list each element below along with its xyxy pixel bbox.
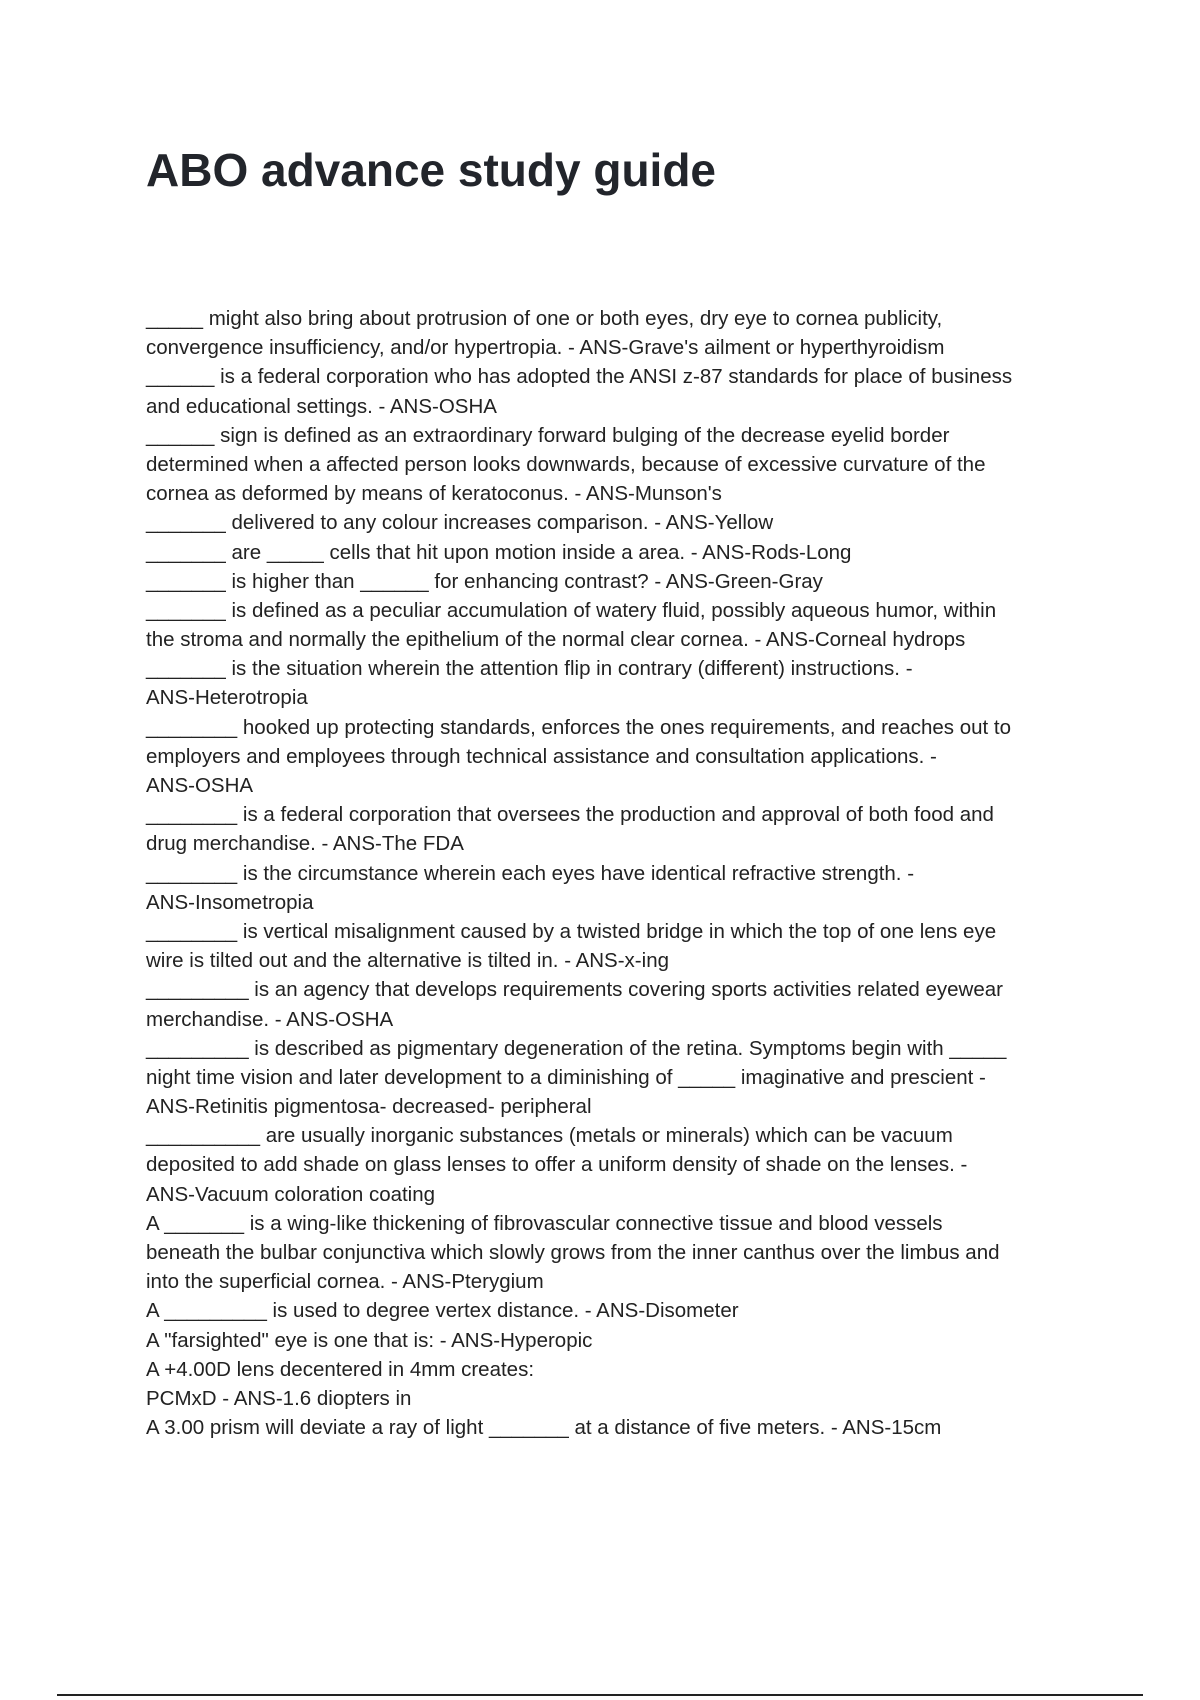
text-line: night time vision and later development to a diminishing of _____ imaginative and prescient - [146, 1065, 986, 1089]
text-line: ________ hooked up protecting standards, enforces the ones requirements, and reaches out to [146, 715, 1012, 739]
text-line: ________ is a federal corporation that oversees the production and approval of both food and [146, 803, 994, 827]
text-line: _______ is the situation wherein the attention flip in contrary (different) instructions. - [146, 657, 913, 681]
text-line: beneath the bulbar conjunctiva which slowly grows from the inner canthus over the limbus and [146, 1241, 1000, 1264]
text-line: _______ delivered to any colour increases comparison. - ANS-Yellow [146, 511, 774, 535]
text-line: into the superficial cornea. - ANS-Pterygium [146, 1270, 544, 1294]
text-line: ________ is the circumstance wherein each eyes have identical refractive strength. - [146, 861, 915, 885]
text-line: ANS-Retinitis pigmentosa- decreased- peripheral [146, 1095, 592, 1119]
text-line: _________ is an agency that develops requirements covering sports activities related eyewear [146, 978, 1003, 1002]
text-line: merchandise. - ANS-OSHA [146, 1007, 394, 1031]
text-line: determined when a affected person looks downwards, because of excessive curvature of the [146, 452, 986, 476]
text-line: cornea as deformed by means of keratoconus. - ANS-Munson's [146, 482, 722, 506]
text-line: _____ might also bring about protrusion of one or both eyes, dry eye to cornea publicity, [146, 307, 943, 330]
text-line: _______ is higher than ______ for enhancing contrast? - ANS-Green-Gray [146, 569, 823, 593]
text-line: deposited to add shade on glass lenses to offer a uniform density of shade on the lenses. - [146, 1153, 968, 1177]
text-line: employers and employees through technical assistance and consultation applications. - [146, 744, 937, 768]
text-line: __________ are usually inorganic substances (metals or minerals) which can be vacuum [146, 1124, 953, 1148]
text-line: ANS-OSHA [146, 774, 254, 797]
text-line: ________ is vertical misalignment caused by a twisted bridge in which the top of one lens eye [146, 919, 997, 943]
text-line: _________ is described as pigmentary degeneration of the retina. Symptoms begin with _____ [146, 1036, 1007, 1060]
text-line: _______ is defined as a peculiar accumulation of watery fluid, possibly aqueous humor, within [146, 598, 997, 622]
text-line: ANS-Insometropia [146, 890, 314, 914]
text-line: drug merchandise. - ANS-The FDA [146, 832, 464, 856]
study-guide-body [146, 304, 1091, 1442]
text-line: and educational settings. - ANS-OSHA [146, 394, 497, 418]
text-line: A _______ is a wing-like thickening of fibrovascular connective tissue and blood vessels [146, 1211, 943, 1235]
document-title: ABO advance study guide [146, 144, 717, 196]
text-line: ANS-Vacuum coloration coating [146, 1182, 436, 1206]
text-line: the stroma and normally the epithelium of the normal clear cornea. - ANS-Corneal hydrops [146, 628, 966, 652]
text-line: A "farsighted" eye is one that is: - ANS-Hyperopic [146, 1328, 593, 1352]
text-line: PCMxD - ANS-1.6 diopters in [146, 1386, 412, 1410]
text-line: ______ sign is defined as an extraordinary forward bulging of the decrease eyelid border [146, 423, 950, 447]
text-line: wire is tilted out and the alternative is tilted in. - ANS-x-ing [146, 949, 669, 973]
text-line: A _________ is used to degree vertex distance. - ANS-Disometer [146, 1299, 739, 1323]
text-line: ANS-Heterotropia [146, 686, 308, 710]
text-line: _______ are _____ cells that hit upon motion inside a area. - ANS-Rods-Long [146, 540, 852, 564]
text-line: A 3.00 prism will deviate a ray of light _______ at a distance of five meters. - ANS-15cm [146, 1416, 942, 1440]
text-line: convergence insufficiency, and/or hypertropia. - ANS-Grave's ailment or hyperthyroidism [146, 336, 945, 360]
footer-divider [57, 1694, 1143, 1696]
text-line: A +4.00D lens decentered in 4mm creates: [146, 1357, 535, 1381]
text-line: ______ is a federal corporation who has adopted the ANSI z-87 standards for place of business [146, 365, 1013, 389]
